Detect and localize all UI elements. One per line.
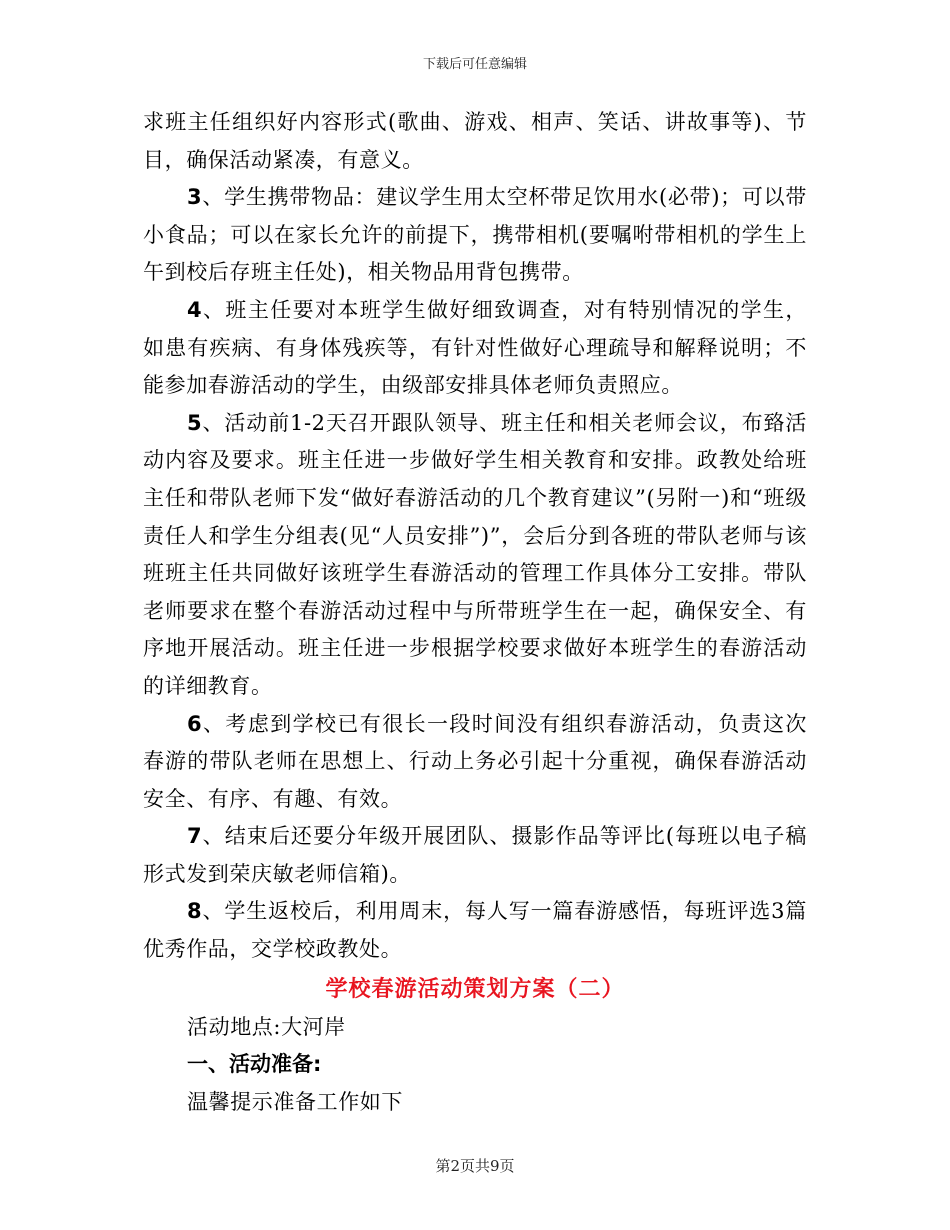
item-text: 、学生携带物品：建议学生用太空杯带足饮用水(必带)；可以带小食品；可以在家长允许的前提下，携带相机(要嘱咐带相机的学生上午到校后存班主任处)，相关物品用背包携带。 <box>143 185 807 285</box>
section-title: 学校春游活动策划方案（二） <box>325 976 625 1002</box>
subheading-preparation: 一、活动准备: <box>187 1052 322 1077</box>
item-number: 4 <box>187 297 203 322</box>
paragraph-item-5 <box>143 405 807 706</box>
item-text: 、学生返校后，利用周末，每人写一篇春游感悟，每班评选3篇优秀作品，交学校政教处。 <box>143 899 807 962</box>
item-text: 、结束后还要分年级开展团队、摄影作品等评比(每班以电子稿形式发到荣庆敏老师信箱)。 <box>143 824 807 886</box>
item-text: 、活动前1-2天召开跟队领导、班主任和相关老师会议，布臵活动内容及要求。班主任进一步做好学生相关教育和安排。政教处给班主任和带队老师下发“做好春游活动的几个教育建议”(另附一)和“班级责任人和学生分组表(见“人员安排”)”，会后分到各班的带队老师与该班班主任共同做好该班学生春游活动的管理工作具体分工安排。带队老师要求在整个春游活动过程中与所带班学生在一起，确保安全、有序地开展活动。班主任进一步根据学校要求做好本班学生的春游活动的详细教育。 <box>143 410 807 698</box>
activity-location: 活动地点:大河岸 <box>187 1014 346 1039</box>
paragraph-item-8 <box>143 893 807 968</box>
item-number: 3 <box>187 185 203 210</box>
paragraph-item-4 <box>143 292 807 405</box>
paragraph-item-7 <box>143 818 807 893</box>
item-number: 7 <box>187 824 203 849</box>
item-number: 8 <box>187 899 203 924</box>
preparation-tip: 温馨提示准备工作如下 <box>187 1089 403 1114</box>
paragraph-item-6 <box>143 706 807 819</box>
document-body <box>143 104 807 1121</box>
item-number: 5 <box>187 410 203 435</box>
page-header: 下载后可任意编辑 <box>422 57 527 72</box>
item-text: 、考虑到学校已有很长一段时间没有组织春游活动，负责这次春游的带队老师在思想上、行动上务必引起十分重视，确保春游活动安全、有序、有趣、有效。 <box>143 711 807 811</box>
item-number: 6 <box>187 711 203 736</box>
paragraph-continuation: 求班主任组织好内容形式(歌曲、游戏、相声、笑话、讲故事等)、节目，确保活动紧凑，有意义。 <box>143 110 807 172</box>
page-footer: 第2页共9页 <box>435 1157 515 1175</box>
paragraph-item-3 <box>143 179 807 292</box>
item-text: 、班主任要对本班学生做好细致调查，对有特别情况的学生，如患有疾病、有身体残疾等，有针对性做好心理疏导和解释说明；不能参加春游活动的学生，由级部安排具体老师负责照应。 <box>143 297 807 398</box>
